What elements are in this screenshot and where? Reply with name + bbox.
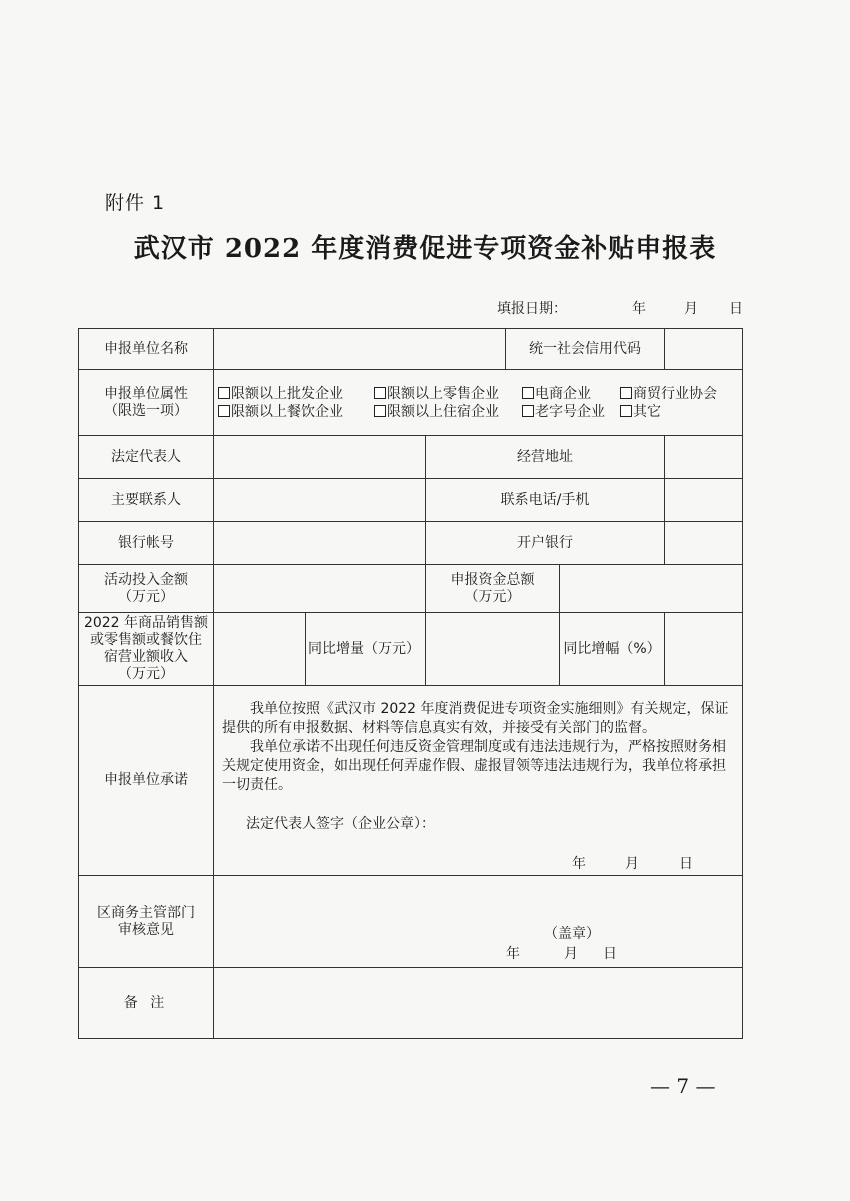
phone-label: 联系电话/手机 <box>426 479 665 522</box>
page-number: — 7 — <box>650 1074 716 1098</box>
yoy-rate-label: 同比增幅（%） <box>560 613 665 686</box>
row-commitment <box>79 686 743 876</box>
contact-field[interactable] <box>214 479 426 522</box>
total-amount-label: 申报资金总额 （万元） <box>426 565 560 613</box>
checkbox-icon[interactable] <box>218 405 230 417</box>
checkbox-icon[interactable] <box>374 387 386 399</box>
attribute-label-line1: 申报单位属性 <box>104 385 188 402</box>
commitment-label: 申报单位承诺 <box>79 686 214 876</box>
option-trade-association[interactable]: 商贸行业协会 <box>620 385 717 403</box>
attribute-label-line2: （限选一项） <box>104 402 188 419</box>
checkbox-icon[interactable] <box>218 387 230 399</box>
attribute-options-line1 <box>218 385 742 403</box>
remark-label: 备 注 <box>79 968 214 1039</box>
contact-label: 主要联系人 <box>79 479 214 522</box>
unit-name-field[interactable] <box>214 329 506 370</box>
bank-account-label: 银行帐号 <box>79 522 214 565</box>
fill-date-label: 填报日期： <box>497 301 567 317</box>
bank-label: 开户银行 <box>426 522 665 565</box>
attribute-options <box>214 370 743 436</box>
row-contact <box>79 479 743 522</box>
bank-field[interactable] <box>665 522 743 565</box>
row-bank <box>79 522 743 565</box>
address-field[interactable] <box>665 436 743 479</box>
row-unit-attribute <box>79 370 743 436</box>
review-label: 区商务主管部门 审核意见 <box>79 876 214 968</box>
total-amount-field[interactable] <box>560 565 743 613</box>
unit-name-label: 申报单位名称 <box>79 329 214 370</box>
commit-date-month: 月 <box>625 856 639 872</box>
review-date-month: 月 <box>564 946 578 962</box>
yoy-amount-field[interactable] <box>426 613 560 686</box>
attachment-label: 附件 1 <box>105 192 166 214</box>
row-legal-rep <box>79 436 743 479</box>
checkbox-icon[interactable] <box>522 405 534 417</box>
legal-rep-label: 法定代表人 <box>79 436 214 479</box>
phone-field[interactable] <box>665 479 743 522</box>
fill-date-year: 年 <box>632 301 646 317</box>
row-review <box>79 876 743 968</box>
bank-account-field[interactable] <box>214 522 426 565</box>
commitment-paragraph-1: 我单位按照《武汉市 2022 年度消费促进专项资金实施细则》有关规定，保证提供的所有申报数据、材料等信息真实有效，并接受有关部门的监督。 <box>222 701 729 736</box>
sales-label: 2022 年商品销售额 或零售额或餐饮住 宿营业额收入 （万元） <box>79 613 214 686</box>
option-wholesale[interactable]: 限额以上批发企业 <box>218 385 374 403</box>
remark-field[interactable] <box>214 968 743 1039</box>
attribute-label <box>79 370 214 436</box>
yoy-rate-field[interactable] <box>665 613 743 686</box>
signature-label: 法定代表人签字（企业公章）： <box>246 816 435 832</box>
checkbox-icon[interactable] <box>620 387 632 399</box>
address-label: 经营地址 <box>426 436 665 479</box>
row-sales <box>79 613 743 686</box>
form-title: 武汉市 2022 年度消费促进专项资金补贴申报表 <box>133 234 717 264</box>
row-amounts <box>79 565 743 613</box>
row-remark <box>79 968 743 1039</box>
attribute-options-line2 <box>218 403 742 421</box>
yoy-amount-label: 同比增量（万元） <box>306 613 426 686</box>
sales-field[interactable] <box>214 613 306 686</box>
invest-amount-field[interactable] <box>214 565 426 613</box>
review-content[interactable] <box>214 876 743 968</box>
application-form-table <box>78 328 743 1039</box>
fill-date-month: 月 <box>684 301 698 317</box>
option-retail[interactable]: 限额以上零售企业 <box>374 385 522 403</box>
option-catering[interactable]: 限额以上餐饮企业 <box>218 403 374 421</box>
commit-date-year: 年 <box>572 856 586 872</box>
checkbox-icon[interactable] <box>522 387 534 399</box>
checkbox-icon[interactable] <box>374 405 386 417</box>
review-date-year: 年 <box>506 946 520 962</box>
option-lodging[interactable]: 限额以上住宿企业 <box>374 403 522 421</box>
option-other[interactable]: 其它 <box>620 403 661 421</box>
checkbox-icon[interactable] <box>620 405 632 417</box>
invest-amount-label: 活动投入金额 （万元） <box>79 565 214 613</box>
option-ecommerce[interactable]: 电商企业 <box>522 385 620 403</box>
fill-date-day: 日 <box>729 301 743 317</box>
review-date-day: 日 <box>603 946 617 962</box>
commitment-text <box>214 686 742 795</box>
legal-rep-field[interactable] <box>214 436 426 479</box>
credit-code-label: 统一社会信用代码 <box>506 329 665 370</box>
row-unit-name <box>79 329 743 370</box>
commitment-paragraph-2: 我单位承诺不出现任何违反资金管理制度或有违法违规行为，严格按照财务相关规定使用资金，如出现任何弄虚作假、虚报冒领等违法违规行为，我单位将承担一切责任。 <box>222 739 726 793</box>
commit-date-day: 日 <box>679 856 693 872</box>
seal-label: （盖章） <box>544 926 600 942</box>
option-time-honored[interactable]: 老字号企业 <box>522 403 620 421</box>
credit-code-field[interactable] <box>665 329 743 370</box>
commitment-content <box>214 686 743 876</box>
